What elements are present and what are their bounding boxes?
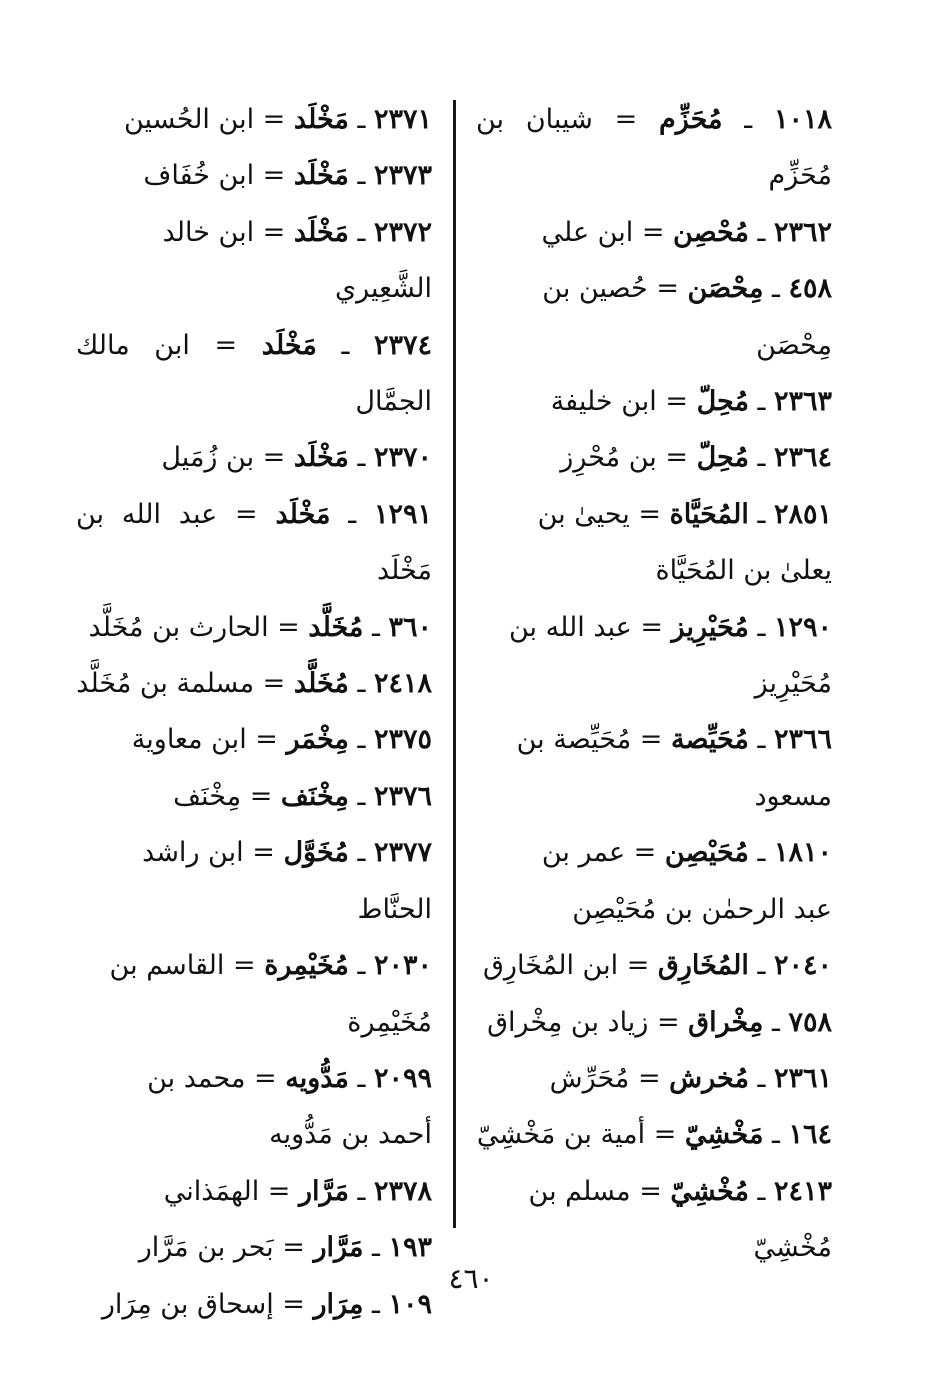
entry-description: مُحَيِّصة بن (516, 724, 632, 756)
index-entry: ٢٣٦٤ ـ مُحِلّ = بن مُحْرِز (560, 442, 832, 474)
entry-number: ٢٣٦٢ (773, 216, 832, 248)
entry-number: ٢٠٤٠ (773, 950, 832, 982)
entry-number: ٢٣٦٤ (773, 442, 832, 474)
entry-continuation: مُحَيْرِيز (754, 668, 832, 700)
entry-headword: مَخْلَد (275, 498, 331, 530)
index-entry: ٢٤١٣ ـ مُخْشِيّ = مسلم بن مُخْشِيّ (476, 1164, 832, 1277)
index-entry: ٢٣٧٥ ـ مِخْمَر = ابن معاوية (131, 724, 432, 756)
entry-description: عبد الله بن (508, 611, 632, 643)
entry-headword: مَخْلَد (293, 104, 349, 135)
index-entry: ٢٤١٨ ـ مُخَلَّد = مسلمة بن مُخَلَّد (76, 668, 432, 700)
entry-headword: مُحِلّ (696, 442, 749, 474)
entry-number: ١٢٩١ (373, 498, 432, 530)
index-entry: ١٠٩ ـ مِرَار = إسحاق بن مِرَار (101, 1288, 432, 1320)
entry-headword: مُخَلَّد (308, 611, 364, 643)
entry-headword: المُخَارِق (657, 950, 749, 982)
right-column (476, 92, 832, 1277)
index-entry: ٢٣٧٨ ـ مَرَّار = الهمَذاني (163, 1175, 432, 1207)
entry-number: ١٩٣ (388, 1232, 432, 1264)
entry-number: ٢٣٦٣ (773, 386, 832, 418)
entry-headword: مِرَار (313, 1288, 364, 1320)
entry-number: ٤٥٨ (788, 273, 832, 305)
index-entry: ٣٦٠ ـ مُخَلَّد = الحارث بن مُخَلَّد (88, 611, 432, 643)
entry-headword: مِخْراق (688, 1006, 764, 1038)
entry-continuation: مُخْشِيّ (753, 1232, 832, 1264)
index-entry: ٢٣٧٤ ـ مَخْلَد = ابن مالك الجمَّال (76, 329, 433, 418)
index-entry: ٢٣٧١ ـ مَخْلَد = ابن الحُسين (123, 104, 432, 135)
left-column (76, 92, 432, 1333)
index-entry: ١٨١٠ ـ مُحَيْصِن = عمر بن عبد الرحمٰن بن مُحَيْصِن (476, 825, 832, 938)
entry-description: مِخْنَف (173, 780, 242, 812)
entry-description: ابن معاوية (131, 724, 247, 756)
entry-number: ٢٣٧٦ (373, 780, 432, 812)
entry-headword: مَخْلَد (261, 329, 317, 361)
entry-description: حُصين بن (542, 273, 648, 305)
index-entry: ٤٥٨ ـ مِحْصَن = حُصين بن مِحْصَن (476, 261, 832, 374)
entry-headword: مُخرش (669, 1062, 749, 1094)
index-entry: ١٩٣ ـ مَرَّار = بَحر بن مَرَّار (138, 1232, 432, 1264)
index-entry: ٢٣٦٦ ـ مُحَيِّصة = مُحَيِّصة بن مسعود (476, 712, 832, 825)
index-entry: ١٠١٨ ـ مُحَزِّم = شيبان بن مُحَزِّم (476, 104, 833, 192)
entry-description: مسلم بن (528, 1175, 631, 1207)
entry-continuation: عبد الرحمٰن بن مُحَيْصِن (572, 893, 832, 925)
entry-description: زياد بن مِخْراق (487, 1006, 649, 1038)
entry-number: ٢٤١٨ (373, 668, 432, 700)
entry-description: ابن خالد (162, 216, 255, 248)
entry-headword: مُخَيْمِرة (264, 950, 349, 982)
entry-description: ابن خليفة (550, 386, 657, 418)
index-entry: ٢٣٦٣ ـ مُحِلّ = ابن خليفة (550, 386, 832, 418)
entry-headword: المُحَيَّاة (669, 498, 749, 530)
entry-number: ١٠١٨ (774, 104, 833, 135)
index-entry: ١٢٩٠ ـ مُحَيْرِيز = عبد الله بن مُحَيْرِيز (476, 600, 832, 713)
entry-number: ٢٤١٣ (773, 1175, 832, 1207)
entry-number: ١٠٩ (388, 1288, 432, 1320)
entry-headword: مَرَّار (313, 1232, 364, 1264)
entry-continuation: مِحْصَن (756, 329, 832, 361)
entry-description: بَحر بن مَرَّار (138, 1232, 274, 1264)
entry-description: ابن الحُسين (123, 104, 255, 135)
index-entry: ٢٣٦١ ـ مُخرش = مُحَرِّش (549, 1062, 832, 1094)
entry-number: ٣٦٠ (388, 611, 432, 643)
entry-headword: مُخَوَّل (283, 837, 349, 869)
entry-headword: مَخْلَد (293, 216, 349, 248)
entry-continuation: الشَّعِيري (334, 273, 432, 305)
index-entry: ٢٣٦٢ ـ مُحْصِن = ابن علي (541, 216, 832, 248)
entry-number: ٢٣٧٤ (374, 329, 433, 361)
entry-headword: مُحَيِّصة (670, 724, 749, 756)
entry-description: ابن راشد (142, 837, 244, 869)
entry-number: ٢٠٣٠ (373, 950, 432, 982)
entry-description: بن زُمَيل (161, 442, 255, 474)
entry-headword: مَدُّويه (285, 1062, 349, 1094)
entry-description: إسحاق بن مِرَار (101, 1288, 274, 1320)
entry-continuation: أحمد بن مَدُّويه (269, 1119, 432, 1151)
entry-continuation: مُخَيْمِرة (347, 1006, 432, 1038)
entry-continuation: يعلىٰ بن المُحَيَّاة (655, 555, 832, 587)
entry-number: ٢٨٥١ (773, 498, 832, 530)
entry-description: محمد بن (147, 1062, 246, 1094)
entry-description: مُحَرِّش (549, 1062, 630, 1094)
entry-number: ٢٣٧٥ (373, 724, 432, 756)
entry-headword: مُحْصِن (673, 216, 749, 248)
entry-description: ابن خُفَاف (143, 160, 255, 192)
entry-description: مسلمة بن مُخَلَّد (76, 668, 255, 700)
entry-number: ١٨١٠ (773, 837, 832, 869)
index-entry: ٢٣٧٣ ـ مَخْلَد = ابن خُفَاف (143, 160, 432, 192)
entry-description: ابن المُخَارِق (482, 950, 619, 982)
index-entry: ٢٠٩٩ ـ مَدُّويه = محمد بن أحمد بن مَدُّويه (76, 1051, 432, 1164)
entry-number: ٢٣٧١ (373, 104, 432, 135)
index-entry: ٢٠٤٠ ـ المُخَارِق = ابن المُخَارِق (482, 950, 832, 982)
entry-number: ٢٣٧٣ (373, 160, 432, 192)
entry-description: عمر بن (541, 837, 626, 869)
entry-headword: مِحْصَن (687, 273, 764, 305)
column-divider (453, 100, 456, 1228)
entry-headword: مَخْشِيّ (684, 1119, 764, 1151)
entry-number: ٢٣٧٨ (373, 1175, 432, 1207)
index-entry: ٢٠٣٠ ـ مُخَيْمِرة = القاسم بن مُخَيْمِرة (76, 938, 432, 1051)
entry-headword: مُحَيْرِيز (671, 611, 749, 643)
entry-headword: مُحِلّ (696, 386, 749, 418)
entry-headword: مِخْمَر (286, 724, 349, 756)
entry-description: ابن مالك الجمَّال (76, 329, 432, 418)
entry-headword: مُخَلَّد (293, 668, 349, 700)
entry-headword: مُخْشِيّ (670, 1175, 749, 1207)
entry-description: الحارث بن مُخَلَّد (88, 611, 269, 643)
index-entry: ١٢٩١ ـ مَخْلَد = عبد الله بن مَخْلَد (76, 498, 432, 587)
entry-number: ٢٠٩٩ (373, 1062, 432, 1094)
entry-number: ٢٣٦٦ (773, 724, 832, 756)
entry-description: القاسم بن (109, 950, 225, 982)
entry-headword: مَخْلَد (293, 442, 349, 474)
index-entry: ٢٣٧٧ ـ مُخَوَّل = ابن راشد الحنَّاط (76, 825, 432, 938)
index-entry: ٢٣٧٠ ـ مَخْلَد = بن زُمَيل (161, 442, 432, 474)
entry-description: عبد الله بن مَخْلَد (76, 498, 432, 587)
entry-headword: مُحَزِّم (659, 104, 723, 135)
entry-description: يحيىٰ بن (537, 498, 630, 530)
entry-description: أمية بن مَخْشِيّ (476, 1119, 646, 1151)
page-number: ٤٦٠ (448, 1262, 494, 1295)
entry-headword: مِخْنَف (280, 780, 349, 812)
entry-description: الهمَذاني (163, 1175, 260, 1207)
entry-number: ٢٣٦١ (773, 1062, 832, 1094)
entry-description: بن مُحْرِز (560, 442, 657, 474)
index-entry: ٧٥٨ ـ مِخْراق = زياد بن مِخْراق (487, 1006, 832, 1038)
entry-number: ١٢٩٠ (773, 611, 832, 643)
index-entry: ٢٣٧٦ ـ مِخْنَف = مِخْنَف (173, 780, 432, 812)
entry-number: ٧٥٨ (788, 1006, 832, 1038)
entry-number: ٢٣٧٧ (373, 837, 432, 869)
index-entry: ٢٣٧٢ ـ مَخْلَد = ابن خالد الشَّعِيري (76, 205, 432, 318)
entry-number: ٢٣٧٢ (373, 216, 432, 248)
entry-number: ١٦٤ (788, 1119, 832, 1151)
entry-continuation: الحنَّاط (357, 893, 432, 925)
entry-headword: مَخْلَد (293, 160, 349, 192)
entry-continuation: مسعود (754, 780, 832, 812)
entry-headword: مَرَّار (299, 1175, 349, 1207)
entry-number: ٢٣٧٠ (373, 442, 432, 474)
index-entry: ١٦٤ ـ مَخْشِيّ = أمية بن مَخْشِيّ (476, 1119, 832, 1151)
index-entry: ٢٨٥١ ـ المُحَيَّاة = يحيىٰ بن يعلىٰ بن المُحَيَّاة (476, 487, 832, 600)
entry-description: شيبان بن مُحَزِّم (476, 104, 832, 192)
entry-description: ابن علي (541, 216, 634, 248)
entry-headword: مُحَيْصِن (664, 837, 749, 869)
